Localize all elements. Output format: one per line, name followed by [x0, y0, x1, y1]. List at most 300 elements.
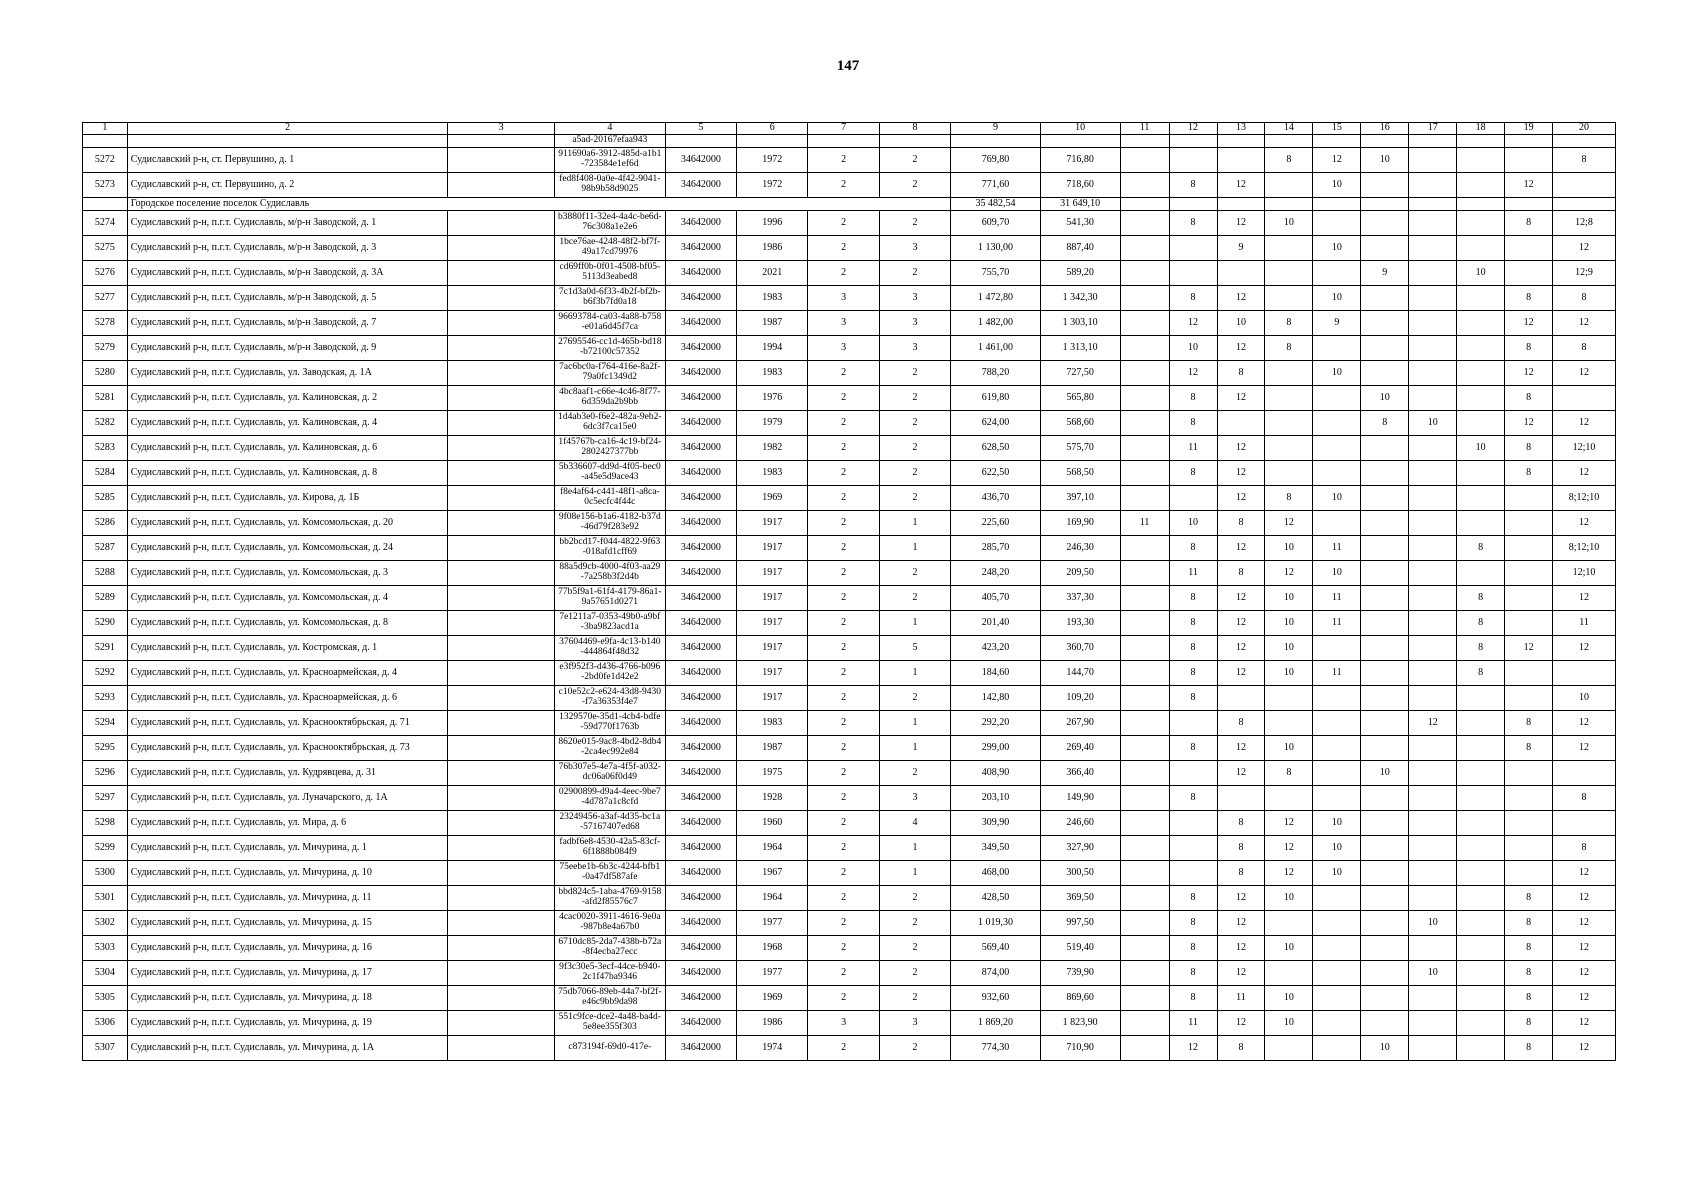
- row-number-cell: 5281: [83, 386, 128, 411]
- value-cell-c12: 8: [1169, 661, 1217, 686]
- value-cell-c20: 12: [1553, 961, 1616, 986]
- column-number: 8: [879, 123, 950, 135]
- row-number-cell: 5286: [83, 511, 128, 536]
- value-cell-c18: [1457, 511, 1505, 536]
- empty-cell: [448, 411, 555, 436]
- value-cell-c10: 541,30: [1040, 211, 1120, 236]
- table-row: [83, 1011, 1616, 1036]
- row-number-cell: 5283: [83, 436, 128, 461]
- value-cell-c19: 12: [1505, 411, 1553, 436]
- value-cell-c8: 1: [879, 511, 950, 536]
- value-cell-c7: 2: [808, 811, 879, 836]
- empty-cell: [665, 135, 736, 148]
- value-cell-c13: 12: [1217, 886, 1265, 911]
- value-cell-c11: 11: [1120, 511, 1169, 536]
- year-cell: 1969: [737, 486, 808, 511]
- value-cell-c16: [1361, 961, 1409, 986]
- value-cell-c18: [1457, 361, 1505, 386]
- table-row: [83, 811, 1616, 836]
- empty-cell: [448, 911, 555, 936]
- row-number-cell: 5305: [83, 986, 128, 1011]
- value-cell-c18: [1457, 1011, 1505, 1036]
- value-cell-c19: [1505, 486, 1553, 511]
- value-cell-c10: 997,50: [1040, 911, 1120, 936]
- table-row: [83, 211, 1616, 236]
- table-row: [83, 436, 1616, 461]
- value-cell-c18: 10: [1457, 436, 1505, 461]
- empty-cell: [448, 486, 555, 511]
- value-cell-c15: 11: [1313, 586, 1361, 611]
- value-cell-c19: [1505, 586, 1553, 611]
- value-cell-c15: [1313, 436, 1361, 461]
- value-cell-c12: 8: [1169, 961, 1217, 986]
- value-cell-c13: 12: [1217, 536, 1265, 561]
- column-number: 20: [1553, 123, 1616, 135]
- value-cell-c10: 718,60: [1040, 173, 1120, 198]
- oktmo-cell: 34642000: [665, 361, 736, 386]
- value-cell-c19: 8: [1505, 911, 1553, 936]
- table-row: [83, 861, 1616, 886]
- value-cell-c11: [1120, 148, 1169, 173]
- empty-cell: [448, 173, 555, 198]
- row-number-cell: 5287: [83, 536, 128, 561]
- value-cell-c10: 209,50: [1040, 561, 1120, 586]
- value-cell-c18: 8: [1457, 636, 1505, 661]
- empty-cell: [1217, 135, 1265, 148]
- value-cell-c7: 3: [808, 336, 879, 361]
- value-cell-c18: 8: [1457, 611, 1505, 636]
- value-cell-c18: [1457, 986, 1505, 1011]
- value-cell-c14: [1265, 961, 1313, 986]
- value-cell-c17: [1409, 736, 1457, 761]
- value-cell-c19: 8: [1505, 286, 1553, 311]
- value-cell-c18: [1457, 211, 1505, 236]
- value-cell-c20: 12: [1553, 411, 1616, 436]
- value-cell-c9: 755,70: [951, 261, 1040, 286]
- value-cell-c18: [1457, 886, 1505, 911]
- value-cell-c10: 739,90: [1040, 961, 1120, 986]
- value-cell-c17: [1409, 461, 1457, 486]
- empty-cell: [1265, 198, 1313, 211]
- empty-cell: [1313, 135, 1361, 148]
- year-cell: 1917: [737, 511, 808, 536]
- value-cell-c12: 8: [1169, 611, 1217, 636]
- empty-cell: [448, 261, 555, 286]
- row-number-cell: 5307: [83, 1036, 128, 1061]
- value-cell-c10: 869,60: [1040, 986, 1120, 1011]
- value-cell-c11: [1120, 886, 1169, 911]
- value-cell-c19: 8: [1505, 986, 1553, 1011]
- table-row: [83, 836, 1616, 861]
- value-cell-c9: 1 461,00: [951, 336, 1040, 361]
- value-cell-c16: [1361, 511, 1409, 536]
- value-cell-c20: 12;8: [1553, 211, 1616, 236]
- value-cell-c17: [1409, 986, 1457, 1011]
- empty-cell: [448, 1011, 555, 1036]
- value-cell-c11: [1120, 911, 1169, 936]
- value-cell-c10: 337,30: [1040, 586, 1120, 611]
- value-cell-c17: [1409, 586, 1457, 611]
- value-cell-c16: [1361, 536, 1409, 561]
- empty-cell: [448, 386, 555, 411]
- empty-cell: [448, 786, 555, 811]
- value-cell-c14: [1265, 173, 1313, 198]
- value-cell-c19: [1505, 261, 1553, 286]
- oktmo-cell: 34642000: [665, 661, 736, 686]
- value-cell-c16: 10: [1361, 386, 1409, 411]
- section-title: Городское поселение поселок Судиславль: [127, 198, 950, 211]
- value-cell-c13: 12: [1217, 661, 1265, 686]
- value-cell-c8: 2: [879, 911, 950, 936]
- row-number-cell: 5300: [83, 861, 128, 886]
- value-cell-c19: [1505, 861, 1553, 886]
- value-cell-c7: 2: [808, 986, 879, 1011]
- value-cell-c9: 771,60: [951, 173, 1040, 198]
- value-cell-c10: 366,40: [1040, 761, 1120, 786]
- section-living-area: 31 649,10: [1040, 198, 1120, 211]
- empty-cell: [1409, 135, 1457, 148]
- value-cell-c9: 292,20: [951, 711, 1040, 736]
- column-number: 19: [1505, 123, 1553, 135]
- column-number: 13: [1217, 123, 1265, 135]
- value-cell-c15: [1313, 786, 1361, 811]
- value-cell-c12: [1169, 486, 1217, 511]
- value-cell-c18: [1457, 961, 1505, 986]
- value-cell-c15: [1313, 686, 1361, 711]
- table-body: [83, 123, 1616, 1061]
- address-cell: Судиславский р-н, п.г.т. Судиславль, м/р-н Заводской, д. 5: [127, 286, 448, 311]
- oktmo-cell: 34642000: [665, 511, 736, 536]
- address-cell: Судиславский р-н, п.г.т. Судиславль, ул. Краснооктябрьская, д. 73: [127, 736, 448, 761]
- value-cell-c11: [1120, 211, 1169, 236]
- value-cell-c18: [1457, 236, 1505, 261]
- value-cell-c19: 8: [1505, 711, 1553, 736]
- value-cell-c14: 10: [1265, 886, 1313, 911]
- oktmo-cell: 34642000: [665, 561, 736, 586]
- value-cell-c15: 9: [1313, 311, 1361, 336]
- value-cell-c7: 2: [808, 936, 879, 961]
- fias-code-cell: f8e4af64-c441-48f1-a8ca-0c5ecfc4f44c: [554, 486, 665, 511]
- value-cell-c9: 1 869,20: [951, 1011, 1040, 1036]
- value-cell-c14: [1265, 261, 1313, 286]
- table-row: [83, 261, 1616, 286]
- column-number: 10: [1040, 123, 1120, 135]
- value-cell-c11: [1120, 611, 1169, 636]
- fias-code-cell: 7e1211a7-0353-49b0-a9bf-3ba9823acd1a: [554, 611, 665, 636]
- row-number-cell: 5298: [83, 811, 128, 836]
- empty-cell: [1457, 135, 1505, 148]
- value-cell-c14: [1265, 911, 1313, 936]
- row-number-cell: 5284: [83, 461, 128, 486]
- value-cell-c10: 360,70: [1040, 636, 1120, 661]
- value-cell-c15: [1313, 386, 1361, 411]
- value-cell-c19: [1505, 811, 1553, 836]
- empty-cell: [448, 661, 555, 686]
- value-cell-c14: 10: [1265, 986, 1313, 1011]
- table-row: [83, 611, 1616, 636]
- year-cell: 1983: [737, 711, 808, 736]
- column-number: 4: [554, 123, 665, 135]
- value-cell-c12: [1169, 861, 1217, 886]
- value-cell-c8: 2: [879, 886, 950, 911]
- table-row: [83, 148, 1616, 173]
- value-cell-c10: 1 823,90: [1040, 1011, 1120, 1036]
- value-cell-c7: 2: [808, 536, 879, 561]
- year-cell: 1983: [737, 286, 808, 311]
- row-number-cell: 5289: [83, 586, 128, 611]
- address-cell: Судиславский р-н, п.г.т. Судиславль, ул. Комсомольская, д. 20: [127, 511, 448, 536]
- year-cell: 1964: [737, 886, 808, 911]
- value-cell-c18: [1457, 173, 1505, 198]
- value-cell-c13: 8: [1217, 861, 1265, 886]
- value-cell-c13: 12: [1217, 1011, 1265, 1036]
- value-cell-c20: 12: [1553, 736, 1616, 761]
- oktmo-cell: 34642000: [665, 1036, 736, 1061]
- row-number-cell: 5306: [83, 1011, 128, 1036]
- value-cell-c11: [1120, 786, 1169, 811]
- value-cell-c11: [1120, 436, 1169, 461]
- value-cell-c20: 12;9: [1553, 261, 1616, 286]
- empty-cell: [448, 736, 555, 761]
- address-cell: Судиславский р-н, п.г.т. Судиславль, ул. Мичурина, д. 17: [127, 961, 448, 986]
- row-number-cell: 5277: [83, 286, 128, 311]
- value-cell-c14: [1265, 686, 1313, 711]
- value-cell-c14: 12: [1265, 836, 1313, 861]
- value-cell-c13: [1217, 686, 1265, 711]
- address-cell: Судиславский р-н, п.г.т. Судиславль, ул. Мичурина, д. 18: [127, 986, 448, 1011]
- value-cell-c10: 519,40: [1040, 936, 1120, 961]
- value-cell-c20: 12: [1553, 886, 1616, 911]
- value-cell-c13: 12: [1217, 736, 1265, 761]
- value-cell-c13: 8: [1217, 561, 1265, 586]
- value-cell-c14: 12: [1265, 511, 1313, 536]
- year-cell: 1969: [737, 986, 808, 1011]
- value-cell-c18: 8: [1457, 586, 1505, 611]
- value-cell-c20: 8: [1553, 786, 1616, 811]
- value-cell-c8: 2: [879, 586, 950, 611]
- value-cell-c18: 10: [1457, 261, 1505, 286]
- value-cell-c17: [1409, 786, 1457, 811]
- value-cell-c12: 8: [1169, 636, 1217, 661]
- year-cell: 1967: [737, 861, 808, 886]
- empty-cell: [448, 361, 555, 386]
- column-number: 6: [737, 123, 808, 135]
- empty-cell: [448, 886, 555, 911]
- value-cell-c11: [1120, 486, 1169, 511]
- address-cell: Судиславский р-н, п.г.т. Судиславль, ул. Мичурина, д. 1А: [127, 1036, 448, 1061]
- value-cell-c17: [1409, 486, 1457, 511]
- value-cell-c20: 12: [1553, 986, 1616, 1011]
- row-number-cell: 5292: [83, 661, 128, 686]
- value-cell-c13: 8: [1217, 811, 1265, 836]
- value-cell-c20: 12: [1553, 586, 1616, 611]
- year-cell: 1983: [737, 461, 808, 486]
- value-cell-c9: 248,20: [951, 561, 1040, 586]
- fias-code-cell: a5ad-20167efaa943: [554, 135, 665, 148]
- year-cell: 1975: [737, 761, 808, 786]
- value-cell-c10: 727,50: [1040, 361, 1120, 386]
- value-cell-c17: [1409, 336, 1457, 361]
- value-cell-c18: [1457, 861, 1505, 886]
- value-cell-c14: 10: [1265, 536, 1313, 561]
- year-cell: 1928: [737, 786, 808, 811]
- value-cell-c11: [1120, 361, 1169, 386]
- value-cell-c12: 8: [1169, 536, 1217, 561]
- value-cell-c16: [1361, 586, 1409, 611]
- value-cell-c19: [1505, 511, 1553, 536]
- row-number-cell: 5303: [83, 936, 128, 961]
- value-cell-c18: [1457, 711, 1505, 736]
- value-cell-c13: 12: [1217, 611, 1265, 636]
- fias-code-cell: 75db7066-89eb-44a7-bf2f-e46c9bb9da98: [554, 986, 665, 1011]
- value-cell-c20: 12: [1553, 936, 1616, 961]
- oktmo-cell: 34642000: [665, 486, 736, 511]
- value-cell-c9: 874,00: [951, 961, 1040, 986]
- fias-code-cell: 1329570e-35d1-4cb4-bdfe-59d770f1763b: [554, 711, 665, 736]
- value-cell-c11: [1120, 561, 1169, 586]
- empty-cell: [1361, 198, 1409, 211]
- value-cell-c12: [1169, 761, 1217, 786]
- year-cell: 1994: [737, 336, 808, 361]
- row-number-cell: 5294: [83, 711, 128, 736]
- table-row: [83, 1036, 1616, 1061]
- value-cell-c19: 8: [1505, 461, 1553, 486]
- value-cell-c7: 2: [808, 861, 879, 886]
- address-cell: Судиславский р-н, п.г.т. Судиславль, ул. Луначарского, д. 1А: [127, 786, 448, 811]
- column-number: 9: [951, 123, 1040, 135]
- year-cell: 1964: [737, 836, 808, 861]
- value-cell-c11: [1120, 636, 1169, 661]
- value-cell-c15: [1313, 1036, 1361, 1061]
- value-cell-c20: [1553, 386, 1616, 411]
- value-cell-c7: 2: [808, 736, 879, 761]
- table-row: [83, 361, 1616, 386]
- value-cell-c16: [1361, 836, 1409, 861]
- table-row: [83, 386, 1616, 411]
- empty-cell: [448, 336, 555, 361]
- value-cell-c18: 8: [1457, 661, 1505, 686]
- value-cell-c16: [1361, 861, 1409, 886]
- value-cell-c14: 10: [1265, 636, 1313, 661]
- value-cell-c12: 8: [1169, 286, 1217, 311]
- value-cell-c11: [1120, 536, 1169, 561]
- value-cell-c15: 10: [1313, 836, 1361, 861]
- value-cell-c18: [1457, 911, 1505, 936]
- oktmo-cell: 34642000: [665, 236, 736, 261]
- value-cell-c16: 9: [1361, 261, 1409, 286]
- value-cell-c10: 1 313,10: [1040, 336, 1120, 361]
- row-number-cell: 5273: [83, 173, 128, 198]
- oktmo-cell: 34642000: [665, 786, 736, 811]
- value-cell-c20: 8: [1553, 286, 1616, 311]
- value-cell-c7: 2: [808, 611, 879, 636]
- value-cell-c15: [1313, 511, 1361, 536]
- empty-cell: [127, 135, 448, 148]
- value-cell-c10: 169,90: [1040, 511, 1120, 536]
- value-cell-c19: 12: [1505, 311, 1553, 336]
- table-row: [83, 173, 1616, 198]
- value-cell-c20: 8: [1553, 336, 1616, 361]
- value-cell-c15: [1313, 636, 1361, 661]
- column-number: 16: [1361, 123, 1409, 135]
- empty-cell: [1265, 135, 1313, 148]
- value-cell-c17: [1409, 173, 1457, 198]
- value-cell-c14: 10: [1265, 936, 1313, 961]
- value-cell-c9: 428,50: [951, 886, 1040, 911]
- value-cell-c7: 2: [808, 261, 879, 286]
- oktmo-cell: 34642000: [665, 336, 736, 361]
- year-cell: 1983: [737, 361, 808, 386]
- address-cell: Судиславский р-н, п.г.т. Судиславль, ул. Калиновская, д. 6: [127, 436, 448, 461]
- value-cell-c9: 769,80: [951, 148, 1040, 173]
- value-cell-c15: [1313, 936, 1361, 961]
- address-cell: Судиславский р-н, п.г.т. Судиславль, ул. Мичурина, д. 16: [127, 936, 448, 961]
- value-cell-c13: 10: [1217, 311, 1265, 336]
- value-cell-c11: [1120, 336, 1169, 361]
- oktmo-cell: 34642000: [665, 261, 736, 286]
- address-cell: Судиславский р-н, п.г.т. Судиславль, ул. Мичурина, д. 19: [127, 1011, 448, 1036]
- value-cell-c17: 10: [1409, 411, 1457, 436]
- value-cell-c13: 12: [1217, 336, 1265, 361]
- value-cell-c11: [1120, 311, 1169, 336]
- value-cell-c10: 193,30: [1040, 611, 1120, 636]
- year-cell: 1917: [737, 561, 808, 586]
- value-cell-c11: [1120, 173, 1169, 198]
- value-cell-c12: [1169, 236, 1217, 261]
- value-cell-c19: 8: [1505, 1036, 1553, 1061]
- value-cell-c9: 624,00: [951, 411, 1040, 436]
- empty-cell: [448, 511, 555, 536]
- value-cell-c19: [1505, 836, 1553, 861]
- fias-code-cell: 96693784-ca03-4a88-b758-e01a6d45f7ca: [554, 311, 665, 336]
- address-cell: Судиславский р-н, п.г.т. Судиславль, м/р-н Заводской, д. 7: [127, 311, 448, 336]
- value-cell-c14: 12: [1265, 811, 1313, 836]
- fias-code-cell: 6710dc85-2da7-438b-b72a-8f4ecba27ecc: [554, 936, 665, 961]
- value-cell-c16: [1361, 461, 1409, 486]
- value-cell-c10: 369,50: [1040, 886, 1120, 911]
- value-cell-c9: 408,90: [951, 761, 1040, 786]
- value-cell-c15: [1313, 886, 1361, 911]
- value-cell-c7: 2: [808, 386, 879, 411]
- year-cell: 1917: [737, 661, 808, 686]
- table-row: [83, 461, 1616, 486]
- value-cell-c18: [1457, 311, 1505, 336]
- empty-cell: [1169, 135, 1217, 148]
- fias-code-cell: 76b307e5-4e7a-4f5f-a032-dc06a06f0d49: [554, 761, 665, 786]
- value-cell-c16: [1361, 736, 1409, 761]
- value-cell-c16: [1361, 611, 1409, 636]
- table-row: [83, 336, 1616, 361]
- value-cell-c12: 8: [1169, 586, 1217, 611]
- value-cell-c13: 12: [1217, 636, 1265, 661]
- value-cell-c11: [1120, 836, 1169, 861]
- row-number-cell: 5285: [83, 486, 128, 511]
- empty-cell: [448, 611, 555, 636]
- value-cell-c10: 246,60: [1040, 811, 1120, 836]
- value-cell-c14: [1265, 461, 1313, 486]
- value-cell-c20: 12: [1553, 911, 1616, 936]
- value-cell-c13: 9: [1217, 236, 1265, 261]
- value-cell-c16: [1361, 561, 1409, 586]
- value-cell-c14: 12: [1265, 561, 1313, 586]
- value-cell-c15: [1313, 336, 1361, 361]
- column-number-row: [83, 123, 1616, 135]
- value-cell-c17: [1409, 261, 1457, 286]
- value-cell-c14: 10: [1265, 611, 1313, 636]
- value-cell-c17: [1409, 861, 1457, 886]
- value-cell-c15: 11: [1313, 611, 1361, 636]
- value-cell-c20: 8: [1553, 148, 1616, 173]
